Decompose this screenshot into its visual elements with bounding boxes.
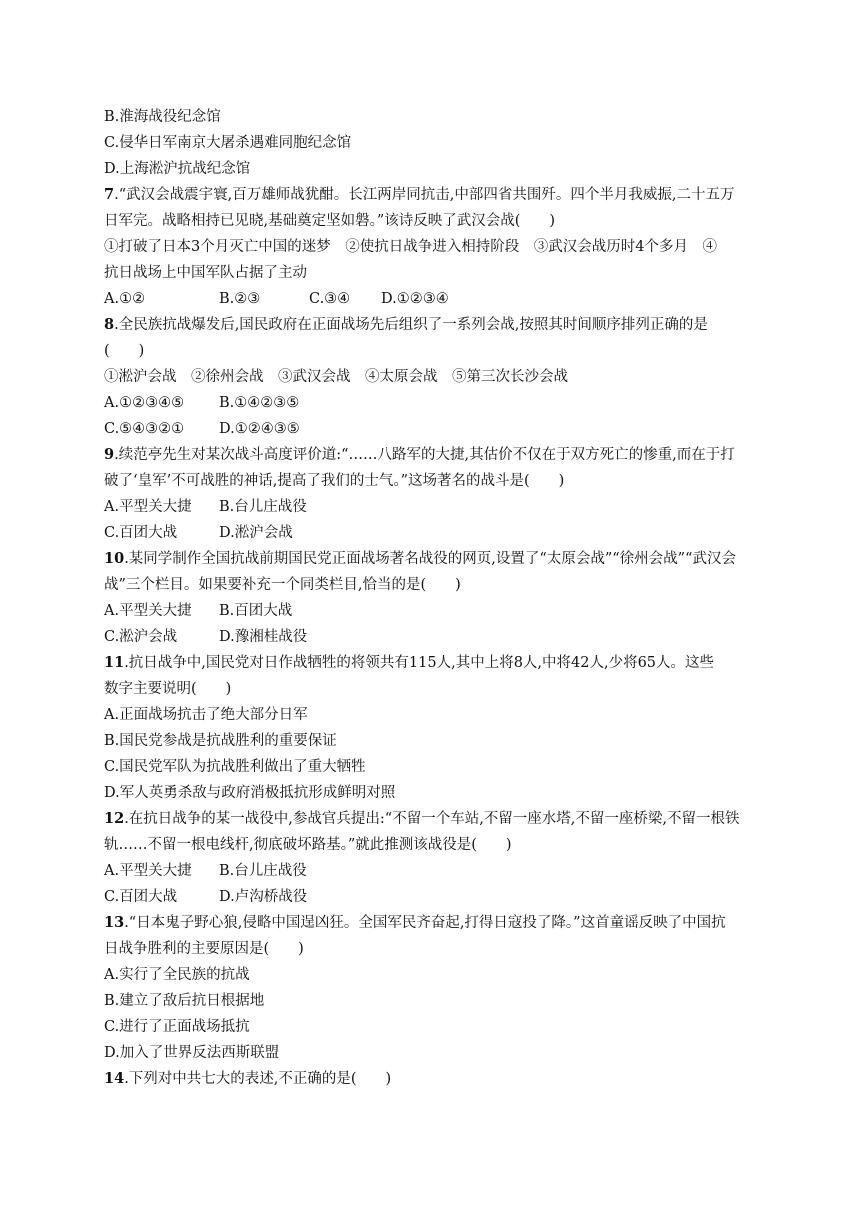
q13-stem-line1 bbox=[104, 910, 780, 936]
q13-number: 13 bbox=[104, 914, 125, 931]
q8-options-row1 bbox=[104, 390, 780, 416]
q8-stem-line1 bbox=[104, 312, 780, 338]
q9-options-row1 bbox=[104, 494, 780, 520]
q10-number: 10 bbox=[104, 550, 125, 567]
q13-stem-line2: 日战争胜利的主要原因是( ) bbox=[104, 941, 304, 957]
q12-option-c: C.百团大战 bbox=[104, 889, 178, 905]
q14-stem-line1 bbox=[104, 1066, 780, 1092]
q9-option-b: B.台儿庄战役 bbox=[219, 499, 307, 515]
q11-option-b: B.国民党参战是抗战胜利的重要保证 bbox=[104, 733, 337, 749]
q7-items-line1: ①打破了日本3个月灭亡中国的迷梦 ②使抗日战争进入相持阶段 ③武汉会战历时4个多月 ④ bbox=[104, 239, 717, 255]
q11-option-a: A.正面战场抗击了绝大部分日军 bbox=[104, 707, 308, 723]
q8-option-a: A.①②③④⑤ bbox=[104, 395, 185, 411]
q9-stem-text: .续范亭先生对某次战斗高度评价道:“……八路军的大捷,其估价不仅在于双方死亡的惨重,而在于打 bbox=[114, 447, 735, 463]
q11-option-d: D.军人英勇杀敌与政府消极抵抗形成鲜明对照 bbox=[104, 785, 396, 801]
q9-stem-line1 bbox=[104, 442, 780, 468]
q10-stem-line2: 战”三个栏目。如果要补充一个同类栏目,恰当的是( ) bbox=[104, 577, 461, 593]
q13-stem-text: .“日本鬼子野心狼,侵略中国逞凶狂。全国军民齐奋起,打得日寇投了降。”这首童谣反映了中国抗 bbox=[124, 915, 726, 931]
q12-option-d: D.卢沟桥战役 bbox=[219, 889, 308, 905]
q10-option-a: A.平型关大捷 bbox=[104, 603, 192, 619]
q14-stem-text: .下列对中共七大的表述,不正确的是( ) bbox=[124, 1071, 392, 1087]
q13-option-d: D.加入了世界反法西斯联盟 bbox=[104, 1045, 280, 1061]
q7-option-d: D.①②③④ bbox=[381, 291, 449, 307]
q9-stem-line2: 破了‘皇军’不可战胜的神话,提高了我们的士气。”这场著名的战斗是( ) bbox=[104, 473, 565, 489]
q7-options bbox=[104, 286, 780, 312]
q10-option-b: B.百团大战 bbox=[219, 603, 293, 619]
q11-stem-text: .抗日战争中,国民党对日作战牺牲的将领共有115人,其中上将8人,中将42人,少将65人。这些 bbox=[124, 655, 715, 671]
q10-option-d: D.豫湘桂战役 bbox=[219, 629, 308, 645]
q9-option-c: C.百团大战 bbox=[104, 525, 178, 541]
q10-option-c: C.淞沪会战 bbox=[104, 629, 178, 645]
q8-option-d: D.①②④③⑤ bbox=[219, 421, 300, 437]
q10-stem-text: .某同学制作全国抗战前期国民党正面战场著名战役的网页,设置了“太原会战”“徐州会战”“武汉会 bbox=[124, 551, 736, 567]
q12-options-row1 bbox=[104, 858, 780, 884]
q9-number: 9 bbox=[104, 446, 115, 463]
q12-stem-text: .在抗日战争的某一战役中,参战官兵提出:“不留一个车站,不留一座水塔,不留一座桥梁,不留一根铁 bbox=[124, 811, 740, 827]
q13-option-c: C.进行了正面战场抵抗 bbox=[104, 1019, 250, 1035]
q6-option-c: C.侵华日军南京大屠杀遇难同胞纪念馆 bbox=[104, 135, 352, 151]
q13-option-b: B.建立了敌后抗日根据地 bbox=[104, 993, 265, 1009]
q8-items: ①淞沪会战 ②徐州会战 ③武汉会战 ④太原会战 ⑤第三次长沙会战 bbox=[104, 369, 568, 385]
q12-option-a: A.平型关大捷 bbox=[104, 863, 192, 879]
q9-option-a: A.平型关大捷 bbox=[104, 499, 192, 515]
q8-options-row2 bbox=[104, 416, 780, 442]
q10-options-row1 bbox=[104, 598, 780, 624]
q13-option-a: A.实行了全民族的抗战 bbox=[104, 967, 250, 983]
q11-number: 11 bbox=[104, 654, 125, 671]
q12-number: 12 bbox=[104, 810, 125, 827]
q7-stem-line2: 日军完。战略相持已见晓,基础奠定坚如磐。”该诗反映了武汉会战( ) bbox=[104, 213, 556, 229]
q8-stem-line2: ( ) bbox=[104, 343, 145, 359]
q9-options-row2 bbox=[104, 520, 780, 546]
q6-option-b: B.淮海战役纪念馆 bbox=[104, 109, 221, 125]
q12-option-b: B.台儿庄战役 bbox=[219, 863, 307, 879]
q11-stem-line2: 数字主要说明( ) bbox=[104, 681, 232, 697]
q7-stem-text: .“武汉会战震宇寰,百万雄师战犹酣。长江两岸同抗击,中部四省共围歼。四个半月我威振,二十五万 bbox=[114, 187, 735, 203]
q11-option-c: C.国民党军队为抗战胜利做出了重大牺牲 bbox=[104, 759, 366, 775]
q7-option-c: C.③④ bbox=[309, 291, 351, 307]
q12-options-row2 bbox=[104, 884, 780, 910]
q11-stem-line1 bbox=[104, 650, 780, 676]
q14-number: 14 bbox=[104, 1070, 125, 1087]
q12-stem-line1 bbox=[104, 806, 780, 832]
q10-stem-line1 bbox=[104, 546, 780, 572]
q7-items-line2: 抗日战场上中国军队占据了主动 bbox=[104, 265, 307, 281]
q8-stem-text: .全民族抗战爆发后,国民政府在正面战场先后组织了一系列会战,按照其时间顺序排列正确的是 bbox=[114, 317, 708, 333]
q7-option-b: B.②③ bbox=[219, 291, 261, 307]
q8-option-b: B.①④②③⑤ bbox=[219, 395, 300, 411]
q10-options-row2 bbox=[104, 624, 780, 650]
q7-option-a: A.①② bbox=[104, 291, 146, 307]
q6-option-d: D.上海淞沪抗战纪念馆 bbox=[104, 161, 251, 177]
q7-stem-line1 bbox=[104, 182, 780, 208]
q12-stem-line2: 轨……不留一根电线杆,彻底破坏路基。”就此推测该战役是( ) bbox=[104, 837, 512, 853]
q7-number: 7 bbox=[104, 186, 115, 203]
q9-option-d: D.淞沪会战 bbox=[219, 525, 293, 541]
q8-number: 8 bbox=[104, 316, 115, 333]
q8-option-c: C.⑤④③②① bbox=[104, 421, 185, 437]
